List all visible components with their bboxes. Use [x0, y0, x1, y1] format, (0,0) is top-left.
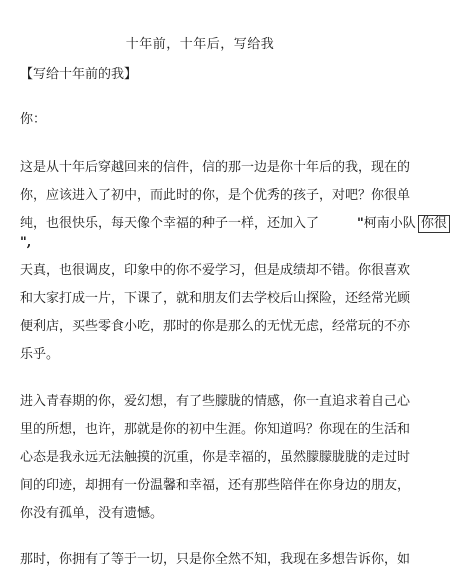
text-line: 你，应该进入了初中，而此时的你，是个优秀的孩子，对吧？你很单 [20, 188, 411, 203]
boxed-text: 你很 [418, 215, 450, 233]
text-line: 天真，也很调皮，印象中的你不爱学习，但是成绩却不错。你很喜欢 [20, 263, 411, 278]
paragraph-1 [20, 154, 447, 250]
paragraph-2 [20, 257, 411, 369]
document-subtitle: 【写给十年前的我】 [20, 67, 138, 82]
text-line: 和大家打成一片，下课了，就和朋友们去学校后山探险，还经常光顾 [20, 291, 411, 306]
text-line: 心态是我永远无法触摸的沉重，你是幸福的，虽然朦朦胧胧的走过时 [20, 450, 411, 465]
text-line: 你没有孤单，没有遗憾。 [20, 506, 164, 521]
paragraph-3 [20, 388, 411, 528]
text-line: 便利店，买些零食小吃，那时的你是那么的无忧无虑，经常玩的不亦 [20, 319, 411, 334]
close-quote: ", [20, 235, 32, 250]
paragraph-4 [20, 546, 411, 574]
text-line: 这是从十年后穿越回来的信件，信的那一边是你十年后的我，现在的 [20, 160, 411, 175]
text-line [20, 210, 447, 238]
text-line: 进入青春期的你，爱幻想，有了些朦胧的情感，你一直追求着自己心 [20, 394, 411, 409]
text-line: 里的所想，也许，那就是你的初中生涯。你知道吗？你现在的生活和 [20, 422, 411, 437]
text-line-segment: 纯，也很快乐，每天像个幸福的种子一样，还加入了 [20, 216, 320, 231]
team-name: 柯南小队 [363, 216, 416, 231]
text-line: 乐乎。 [20, 347, 60, 362]
text-line: 间的印迹，却拥有一份温馨和幸福，还有那些陪伴在你身边的朋友， [20, 478, 411, 493]
text-line: 那时，你拥有了等于一切，只是你全然不知，我现在多想告诉你，如 [20, 552, 411, 567]
text-line [20, 235, 382, 250]
document-title: 十年前，十年后，写给我 [125, 37, 275, 52]
greeting: 你： [20, 112, 47, 127]
open-quote: " [357, 216, 364, 231]
